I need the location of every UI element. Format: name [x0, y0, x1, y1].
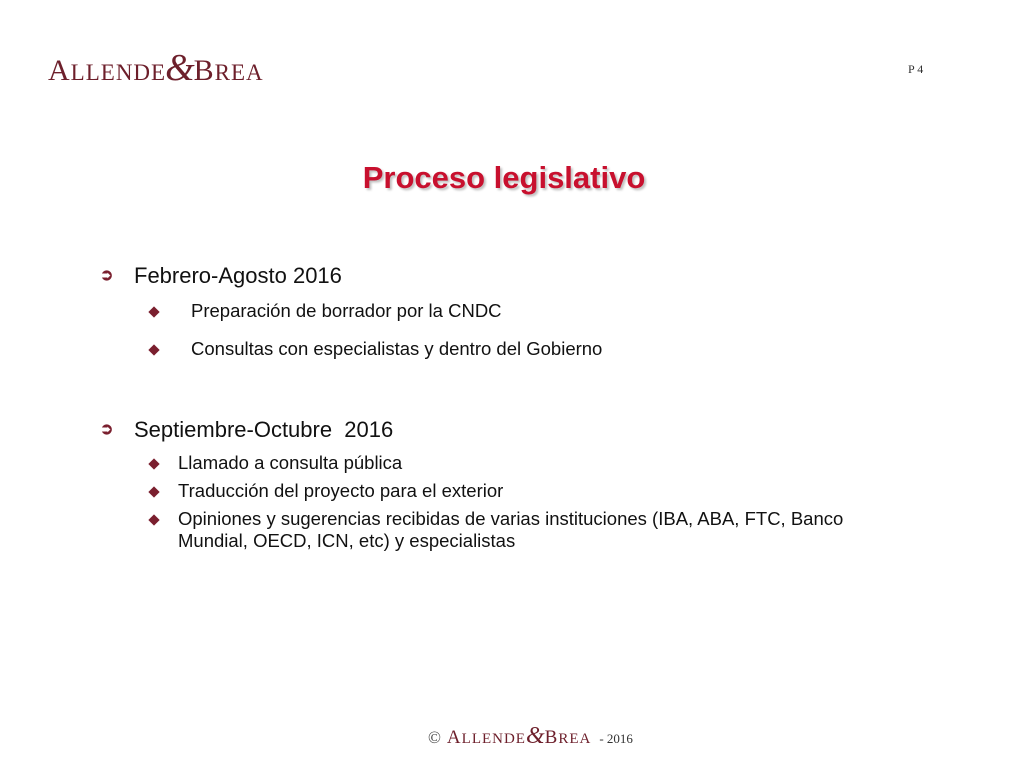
diamond-bullet-icon: [148, 306, 159, 317]
footer-logo-b: B: [544, 727, 559, 748]
list-item: [150, 480, 918, 502]
footer-logo-ampersand: &: [525, 723, 545, 749]
list-item-text: Consultas con especialistas y dentro del Gobierno: [191, 338, 603, 359]
copyright-symbol: ©: [428, 728, 441, 747]
diamond-bullet-icon: [148, 344, 159, 355]
footer-copyright: [428, 723, 633, 750]
logo-llende: LLENDE: [70, 60, 167, 85]
list-item: [150, 508, 918, 552]
diamond-bullet-icon: [148, 458, 159, 469]
list-item: [150, 452, 918, 474]
logo-letter-b: B: [193, 54, 215, 87]
diamond-bullet-icon: [148, 486, 159, 497]
arrow-bullet-icon: ➲: [100, 267, 114, 284]
section-heading-text: Febrero-Agosto 2016: [134, 263, 342, 288]
list-item-text: Preparación de borrador por la CNDC: [191, 300, 502, 321]
list-item-text: Traducción del proyecto para el exterior: [178, 480, 504, 501]
list-item: [150, 338, 602, 368]
list-item-text: Opiniones y sugerencias recibidas de varias instituciones (IBA, ABA, FTC, Banco Mundial, OECD, ICN, etc) y especialistas: [178, 508, 844, 551]
list-item-text: Llamado a consulta pública: [178, 452, 403, 473]
arrow-bullet-icon: ➲: [100, 421, 114, 438]
diamond-bullet-icon: [148, 514, 159, 525]
page-number: P 4: [908, 62, 924, 76]
section-heading: [100, 260, 602, 292]
logo-ampersand: &: [165, 47, 195, 89]
footer-logo-a: A: [446, 727, 462, 748]
footer-year: - 2016: [599, 731, 633, 746]
list-item: [150, 300, 602, 330]
footer-logo-llende: LLENDE: [461, 731, 526, 747]
company-logo: [48, 46, 264, 90]
section-septiembre-octubre: [100, 414, 918, 552]
logo-rea: REA: [214, 60, 264, 85]
section-heading: [100, 414, 918, 446]
footer-logo-rea: REA: [558, 731, 592, 747]
section-heading-text: Septiembre-Octubre 2016: [134, 417, 394, 442]
logo-letter-a: A: [48, 54, 71, 87]
section-febrero-agosto: [100, 260, 602, 368]
slide-title: Proceso legislativo: [362, 160, 646, 195]
